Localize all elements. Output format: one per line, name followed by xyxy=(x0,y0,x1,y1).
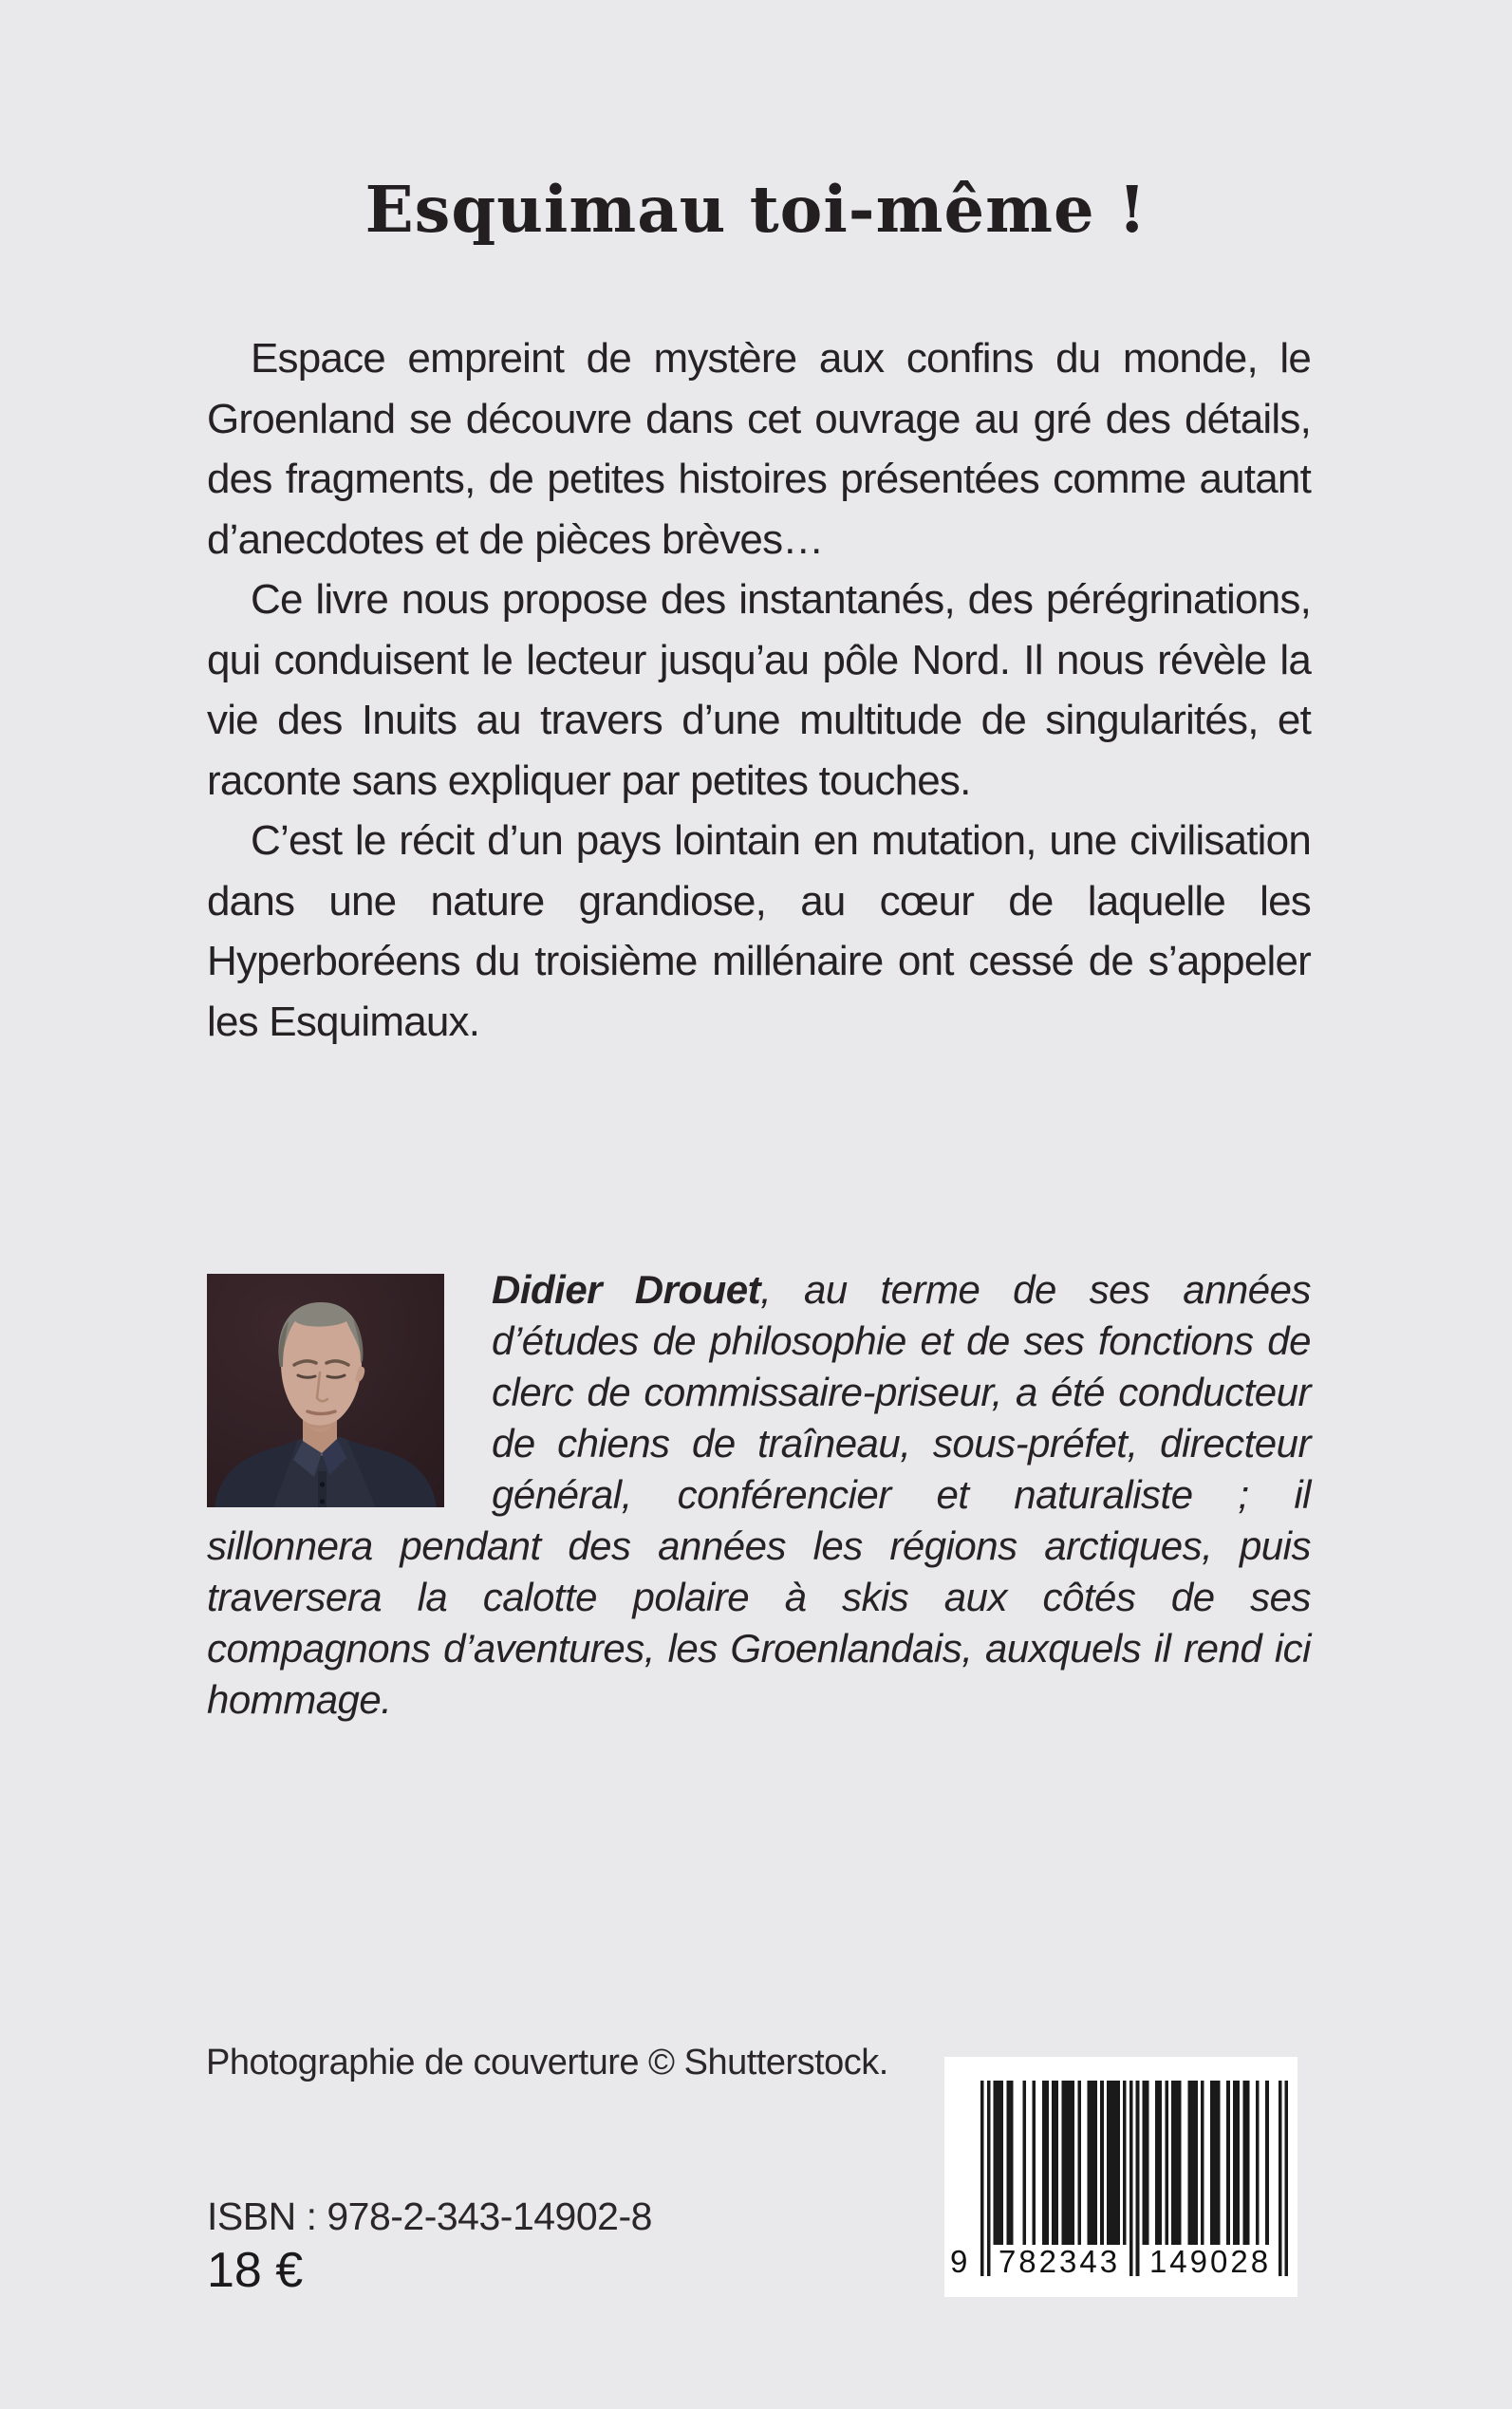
barcode-digit-group-2: 782343 xyxy=(998,2244,1121,2279)
barcode-digit-group-1: 9 xyxy=(950,2244,971,2279)
author-portrait-graphic xyxy=(207,1274,444,1507)
author-bio-rest: , au terme de ses années d’études de philosophie et de ses fonctions de clerc de commissaire-priseur, a été conducteur de chiens de traîneau, sous-préfet, directeur général, conférencier et naturaliste ; il sillonnera pendant des années les régions arctiques, puis traversera la calotte polaire à skis aux côtés de ses compagnons d’aventures, les Groenlandais, auxquels il rend ici hommage. xyxy=(207,1267,1311,1722)
price-text: 18 € xyxy=(207,2243,304,2298)
isbn-text: ISBN : 978-2-343-14902-8 xyxy=(207,2194,652,2238)
synopsis-block xyxy=(207,328,1311,1052)
author-photo xyxy=(207,1274,444,1507)
barcode-digit-group-3: 149028 xyxy=(1148,2244,1272,2279)
book-title: Esquimau toi-même ! xyxy=(364,172,1148,247)
author-bio-block xyxy=(207,1264,1311,1726)
synopsis-paragraph-1: Espace empreint de mystère aux confins du monde, le Groenland se découvre dans cet ouvrage au gré des détails, des fragments, de petites histoires présentées comme autant d’anecdotes et de pièces brèves… xyxy=(207,335,1311,563)
author-name: Didier Drouet xyxy=(492,1267,761,1312)
synopsis-paragraph-2: Ce livre nous propose des instantanés, des pérégrinations, qui conduisent le lecteur jusqu’au pôle Nord. Il nous révèle la vie des Inuits au travers d’une multitude de singularités, et raconte sans expliquer par petites touches. xyxy=(207,576,1311,804)
synopsis-paragraph-3: C’est le récit d’un pays lointain en mutation, une civilisation dans une nature grandiose, au cœur de laquelle les Hyperboréens du troisième millénaire ont cessé de s’appeler les Esquimaux. xyxy=(207,817,1311,1045)
cover-photo-credit: Photographie de couverture © Shutterstock. xyxy=(206,2043,888,2082)
barcode xyxy=(944,2057,1297,2297)
